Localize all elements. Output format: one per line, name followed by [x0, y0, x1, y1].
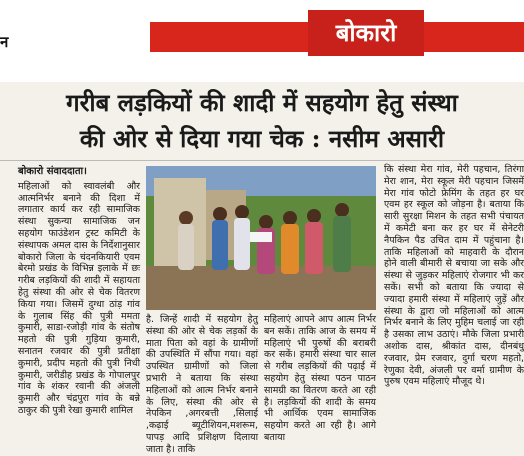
article-text-col4: कि संस्था मेरा गांव, मेरी पहचान, तिरंगा मेरा शान, मेरा स्कूल मेरी पहचान जिसमें मेरा गांव फोटो फ्रेमिंग के तहत हर घर एवम हर स्कूल को जोड़ना है। बताया कि सारी सुरक्षा मिशन के तहत सभी पंचायत में कमेटी बना कर हर घर में सेनेटरी नैपकिन पैड उचित दाम में पहुंचाना है। ताकि महिलाओं को माहवारी के दौरान होने वाली बीमारी से बचाया जा सके और संस्था से जुड़कर महिलाएं रोजगार भी कर सकें। सभी को बताया कि ज्यादा से ज्यादा हमारी संस्था में महिलाएं जुड़ें और संस्था के द्वारा जो महिलाओं को आत्म निर्भर बनाने के लिए मुहिम चलाई जा रही है उसका लाभ उठाएं। मौके जिला प्रभारी अशोक दास, श्रीकांत दास, दीनबंधु रजवार, प्रेम रजवार, दुर्गा चरण महतो, रेणुका देवी, अंजली पर वर्मा ग्रामीण के पुरुष एवम महिलाएं मौजूद थे। [384, 164, 524, 388]
article-text-col1: महिलाओं को स्वावलंबी और आत्मनिर्भर बनाने की दिशा में लगातार कार्य कर रही सामाजिक संस्था सुकन्या सामाजिक जन सहयोग फाउंडेशन ट्रस्ट कमिटी के संस्थापक अमल दास के निर्देशानुसार बोकारो जिला के चंदनकियारी एवम बेरमो प्रखंड के विभिन्न इलाके में छः गरीब लड़कियों की शादी में सहायता हेतु संस्था की ओर से चेक वितरण किया गया। जिसमें दुग्धा ठांड़ गांव के गुलाब सिंह की पुत्री ममता कुमारी, साडा-रजोड़ी गांव के संतोष महतो की पुत्री गुड़िया कुमारी, सनातन रजवार की पुत्री प्रतीक्षा कुमारी, प्रदीप महतो की पुत्री निधी कुमारी, जरीडीह प्रखंड के गोपालपुर गांव के शंकर रवानी की अंजली कुमारी और चंद्रपुरा गांव के बन्ने ठाकुर की पुत्री रेखा कुमारी शामिल [18, 180, 140, 416]
photo-illustration [146, 166, 376, 310]
article-text-col2: है. जिन्हें शादी में सहयोग हेतु संस्था की ओर से चेक लड़कों के माता पिता को वहां के ग्रामीणों की उपस्थिति में सौंपा गया। वहां उपस्थित ग्रामीणों को जिला प्रभारी ने बताया कि संस्था महिलाओं को आत्म निर्भर बनाने के लिए, संस्था की ओर से नेपकिन ,अगरबत्ती ,सिलाई ,कढ़ाई ब्यूटीशियन,मशरूम, पापड़ आदि प्रशिक्षण दिलाया जाता है। ताकि [146, 314, 258, 455]
article-column-1 [18, 166, 140, 417]
masthead [0, 0, 524, 82]
headline-line-1: गरीब लड़कियों की शादी में सहयोग हेतु संस्था [66, 88, 458, 117]
masthead-left-text: न [0, 34, 9, 51]
news-photo [146, 166, 376, 310]
section-label: बोकारो [308, 10, 424, 56]
headline-line-2: की ओर से दिया गया चेक : नसीम असारी [79, 124, 445, 153]
article-column-4 [384, 164, 524, 388]
article-column-3 [264, 314, 376, 444]
article-column-2 [146, 314, 258, 456]
dateline: बोकारो संवाददाता। [18, 166, 87, 177]
article-text-col3: महिलाएं आपने आप आत्म निर्भर बन सकें। ताकि आज के समय में महिलाएं भी पुरुषों की बराबरी कर सकें। हमारी संस्था चार साल से गरीब लड़कियों की पढ़ाई में सहयोग हेतु संस्था पठन पाठन सामग्री का वितरण करते आ रही है। लड़कियों की शादी के समय भी आर्थिक एवम सामाजिक सहयोग करते आ रही है। आगे बताया [264, 314, 376, 443]
headline-divider [0, 160, 524, 161]
